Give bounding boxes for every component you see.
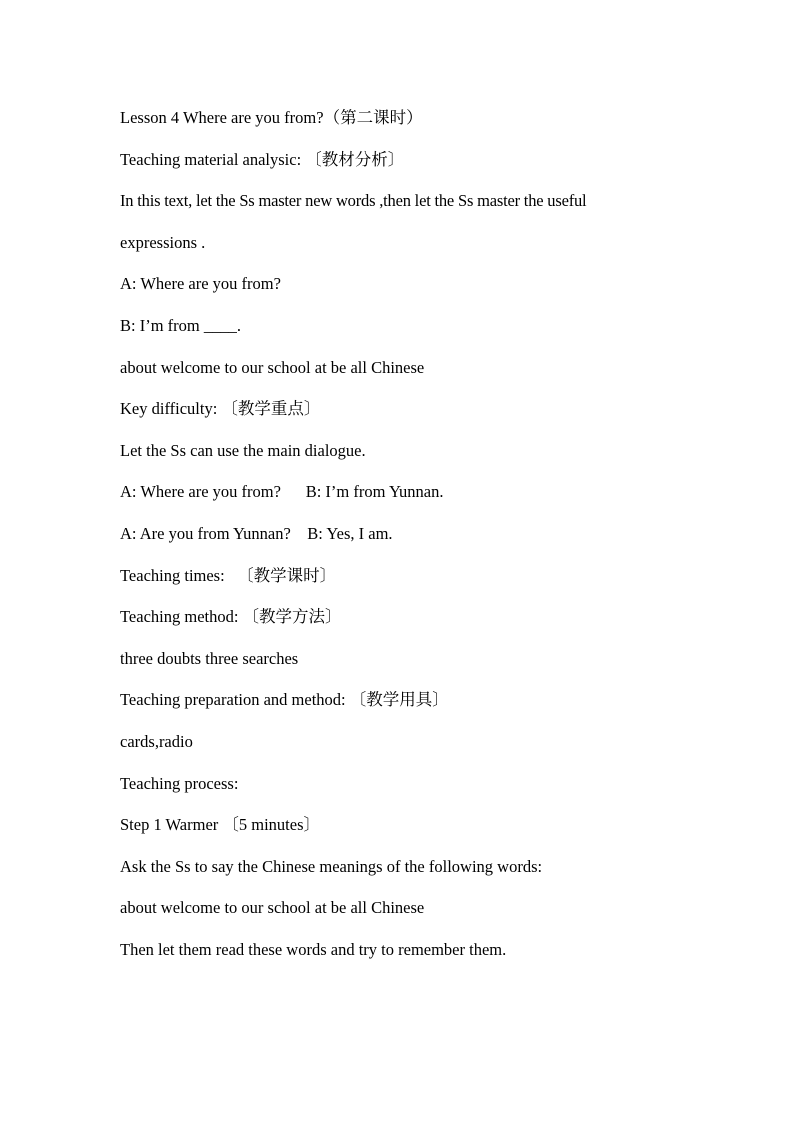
teaching-preparation-heading: Teaching preparation and method: 〔教学用具〕 [120, 690, 449, 710]
dialogue-line-1: A: Where are you from? B: I’m from Yunnan. [120, 482, 444, 502]
step-1-heading: Step 1 Warmer 〔5 minutes〕 [120, 815, 321, 835]
material-analysis-text-cont: expressions . [120, 232, 206, 252]
material-analysis-text: In this text, let the Ss master new words ,then let the Ss master the useful [120, 191, 587, 211]
teaching-method-text: three doubts three searches [120, 648, 299, 668]
lesson-title: Lesson 4 Where are you from?（第二课时） [120, 108, 423, 127]
key-difficulty-text: Let the Ss can use the main dialogue. [120, 440, 366, 460]
expression-question: A: Where are you from? [120, 274, 281, 294]
step-1-follow-up: Then let them read these words and try to remember them. [120, 939, 507, 959]
step-1-vocabulary: about welcome to our school at be all Chinese [120, 898, 425, 918]
teaching-process-heading: Teaching process: [120, 773, 239, 793]
step-1-instruction: Ask the Ss to say the Chinese meanings of the following words: [120, 856, 543, 876]
material-analysis-heading: Teaching material analysic: 〔教材分析〕 [120, 149, 405, 169]
vocabulary-list: about welcome to our school at be all Chinese [120, 357, 425, 377]
expression-answer: B: I’m from ____. [120, 315, 241, 335]
teaching-method-heading: Teaching method: 〔教学方法〕 [120, 607, 342, 627]
dialogue-line-2: A: Are you from Yunnan? B: Yes, I am. [120, 523, 393, 543]
teaching-times-heading: Teaching times: 〔教学课时〕 [120, 565, 337, 585]
document-body [120, 104, 720, 977]
key-difficulty-heading: Key difficulty: 〔教学重点〕 [120, 399, 321, 419]
teaching-preparation-text: cards,radio [120, 731, 193, 751]
